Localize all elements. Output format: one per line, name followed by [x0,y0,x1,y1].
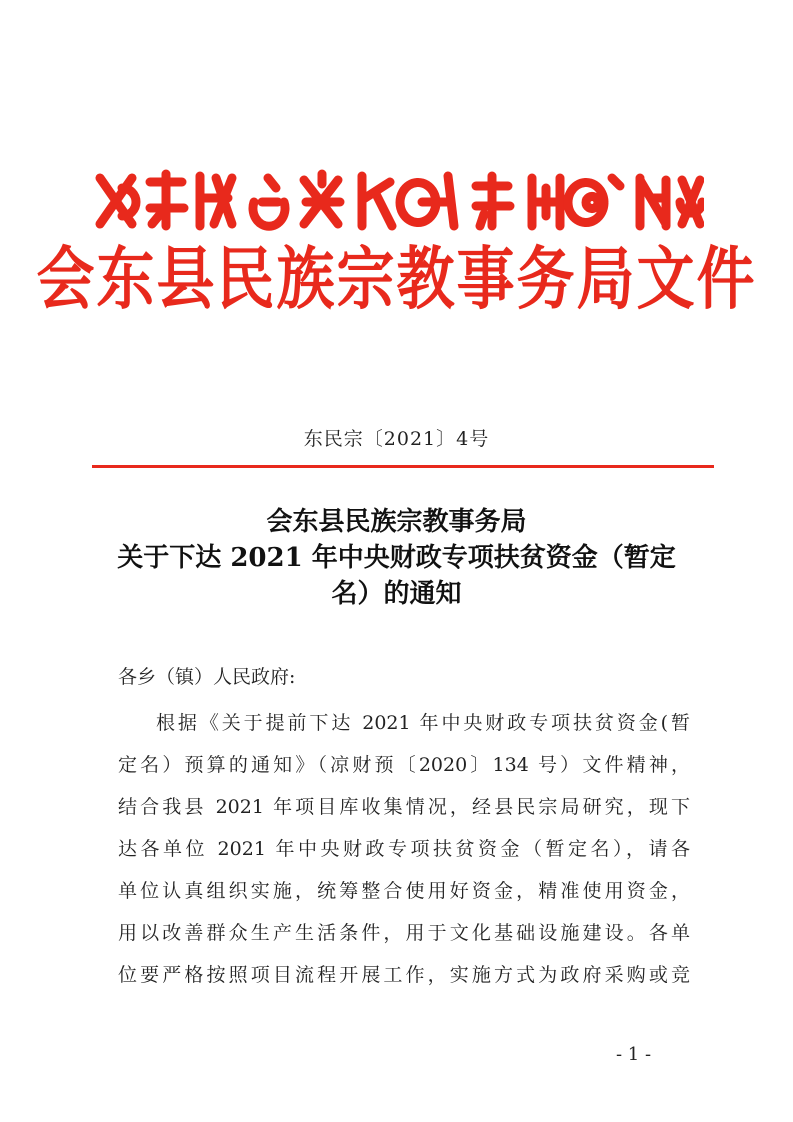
body-line: 结合我县 2021 年项目库收集情况，经县民宗局研究，现下 [118,796,690,818]
body-line: 用以改善群众生产生活条件，用于文化基础设施建设。各单 [118,922,690,944]
document-title [90,504,703,612]
yi-script-glyphs [92,168,704,234]
body-line: 位要严格按照项目流程开展工作，实施方式为政府采购或竞 [118,964,690,986]
agency-letterhead-title: 会东县民族宗教事务局文件 [36,238,757,320]
red-divider-line [92,465,714,468]
salutation: 各乡（镇）人民政府: [118,666,296,688]
title-line-3: 名）的通知 [331,579,462,609]
yi-script-logo [92,168,704,234]
body-line: 定名）预算的通知》（凉财预〔2020〕134 号）文件精神， [118,754,690,776]
title-line-2: 关于下达 2021 年中央财政专项扶贫资金（暂定 [117,543,676,573]
body-line: 单位认真组织实施，统筹整合使用好资金，精准使用资金， [118,880,690,902]
document-number: 东民宗〔2021〕4号 [303,428,490,450]
body-line: 根据《关于提前下达 2021 年中央财政专项扶贫资金(暂 [156,712,690,734]
page-number: - 1 - [616,1044,652,1065]
body-line: 达各单位 2021 年中央财政专项扶贫资金（暂定名），请各 [118,838,690,860]
title-line-1: 会东县民族宗教事务局 [266,507,527,537]
body-paragraph [118,702,690,996]
